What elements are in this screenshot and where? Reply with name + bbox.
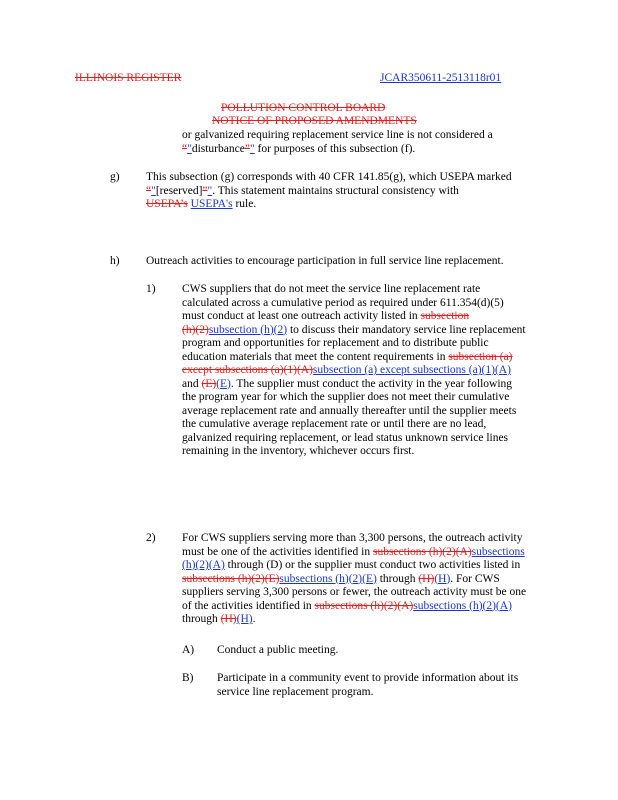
p2-text: through xyxy=(376,572,419,585)
p1-line xyxy=(182,378,582,392)
p2-text: . xyxy=(252,613,256,625)
p1-text: education materials that meet the content requirements in xyxy=(182,350,449,363)
p1-text: . The supplier must conduct the activity in the year following xyxy=(230,377,513,390)
jcar-id-inserted: JCAR350611-2513118r01 xyxy=(380,72,502,84)
p1-deleted: subsection (a) xyxy=(448,350,513,363)
p1-line xyxy=(182,364,582,378)
subparagraph-a-label: A) xyxy=(182,644,195,656)
disturbance-word: disturbance xyxy=(191,142,245,155)
p1-line: the cumulative average replacement rate or until there are no lead, xyxy=(182,418,487,430)
p1-text: must conduct at least one outreach activity listed in xyxy=(182,310,421,322)
p1-deleted: except subsections (a)(1)(A) xyxy=(182,364,313,376)
p2-deleted: subsections (h)(2)(E) xyxy=(182,572,280,585)
jcar-document-id xyxy=(380,72,501,84)
p1-line: average replacement rate and annually thereafter until the supplier meets xyxy=(182,404,517,417)
agency-header xyxy=(221,102,385,114)
p2-text: of the activities identified in xyxy=(182,599,315,612)
reserved-word: [reserved] xyxy=(155,184,203,197)
subsection-g-line-2 xyxy=(146,185,586,199)
continuation-line-2 xyxy=(182,143,582,157)
subsection-g-line-2-rest: . This statement maintains structural consistency with xyxy=(212,184,459,197)
p1-line: galvanized requiring replacement, or lead status unknown service lines xyxy=(182,431,509,444)
agency-name-deleted: POLLUTION CONTROL BOARD xyxy=(221,102,386,114)
p2-line xyxy=(182,600,582,614)
p1-line: the program year for which the supplier does not meet their cumulative xyxy=(182,391,510,403)
p2-line: suppliers serving 3,300 persons or fewer, the outreach activity must be one xyxy=(182,586,527,598)
usepa-inserted: USEPA's xyxy=(190,198,233,210)
p1-inserted: subsection (a) except subsections (a)(1)(A) xyxy=(312,364,511,376)
p2-text: . For CWS xyxy=(450,572,500,585)
register-title-deleted: ILLINOIS REGISTER xyxy=(75,72,182,84)
p1-line xyxy=(182,351,582,365)
p1-deleted: (h)(2) xyxy=(182,323,209,336)
paragraph-1 xyxy=(182,283,582,459)
p2-text: must be one of the activities identified in xyxy=(182,545,373,558)
p1-line xyxy=(182,324,582,338)
continuation-line-1: or galvanized requiring replacement service line is not considered a xyxy=(182,129,493,141)
p2-line xyxy=(182,559,582,573)
p2-deleted: subsections (h)(2)(A) xyxy=(314,599,414,612)
subsection-g-line-1: This subsection (g) corresponds with 40 CFR 141.85(g), which USEPA marked xyxy=(146,171,512,183)
p2-text: through (D) or the supplier must conduct two activities listed in xyxy=(224,559,521,571)
p2-deleted: subsections (h)(2)(A) xyxy=(372,545,472,558)
quote-open-inserted: " xyxy=(151,184,156,197)
p1-text: to discuss their mandatory service line replacement xyxy=(287,323,526,336)
quote-open-inserted: " xyxy=(187,142,192,155)
p1-line xyxy=(182,310,582,324)
paragraph-2 xyxy=(182,532,582,627)
pb-line: Participate in a community event to provide information about its xyxy=(217,672,519,684)
quote-close-deleted: ” xyxy=(202,184,208,197)
p2-inserted: (H) xyxy=(434,572,451,585)
pb-line: service line replacement program. xyxy=(217,685,374,698)
p2-inserted: (h)(2)(A) xyxy=(182,559,225,571)
usepa-deleted: USEPA’s xyxy=(146,198,188,210)
subsection-h-label: h) xyxy=(110,255,120,267)
p2-inserted: subsections xyxy=(471,545,525,558)
paragraph-2-label: 2) xyxy=(146,532,156,544)
notice-header xyxy=(212,115,417,127)
subsection-g-line-3 xyxy=(146,198,586,212)
p1-line: program and opportunities for replacement and to distribute public xyxy=(182,337,489,349)
p2-line xyxy=(182,546,582,560)
register-header-deleted xyxy=(75,72,181,84)
p2-deleted: (H) xyxy=(220,613,237,625)
p1-line: CWS suppliers that do not meet the service line replacement rate xyxy=(182,283,481,295)
p1-inserted: subsection (h)(2) xyxy=(208,323,288,336)
p2-text: through xyxy=(182,613,221,625)
quote-close-deleted: ” xyxy=(244,142,250,155)
quote-close-inserted: " xyxy=(249,142,255,155)
quote-close-inserted: " xyxy=(207,184,213,197)
subsection-f-continuation xyxy=(182,129,582,156)
subparagraph-a-text: Conduct a public meeting. xyxy=(217,644,339,656)
quote-open-deleted: “ xyxy=(182,142,188,155)
p2-line xyxy=(182,613,582,627)
p2-inserted: subsections (h)(2)(A) xyxy=(413,599,512,612)
p2-inserted: (H) xyxy=(236,613,253,625)
rule-word: rule. xyxy=(232,198,257,210)
p2-line: For CWS suppliers serving more than 3,300 persons, the outreach activity xyxy=(182,532,523,544)
quote-open-deleted: “ xyxy=(146,184,152,197)
subparagraph-b xyxy=(217,672,587,699)
paragraph-1-label: 1) xyxy=(146,283,156,295)
subsection-g-label: g) xyxy=(110,171,120,183)
continuation-rest: for purposes of this subsection (f). xyxy=(254,142,416,155)
p1-text: and xyxy=(182,377,202,390)
p2-line xyxy=(182,573,582,587)
subsection-g xyxy=(146,171,586,212)
p1-inserted: (E) xyxy=(216,377,231,390)
subsection-h-text: Outreach activities to encourage participation in full service line replacement. xyxy=(146,255,504,267)
p1-deleted: subsection xyxy=(420,310,470,322)
notice-title-deleted: NOTICE OF PROPOSED AMENDMENTS xyxy=(212,115,417,127)
p2-deleted: (H) xyxy=(418,572,435,585)
p1-deleted: (E) xyxy=(201,377,217,390)
subparagraph-b-label: B) xyxy=(182,672,194,684)
p2-inserted: subsections (h)(2)(E) xyxy=(279,572,377,585)
p1-line: calculated across a cumulative period as required under 611.354(d)(5) xyxy=(182,296,504,309)
p1-line: remaining in the inventory, whichever occurs first. xyxy=(182,445,415,457)
